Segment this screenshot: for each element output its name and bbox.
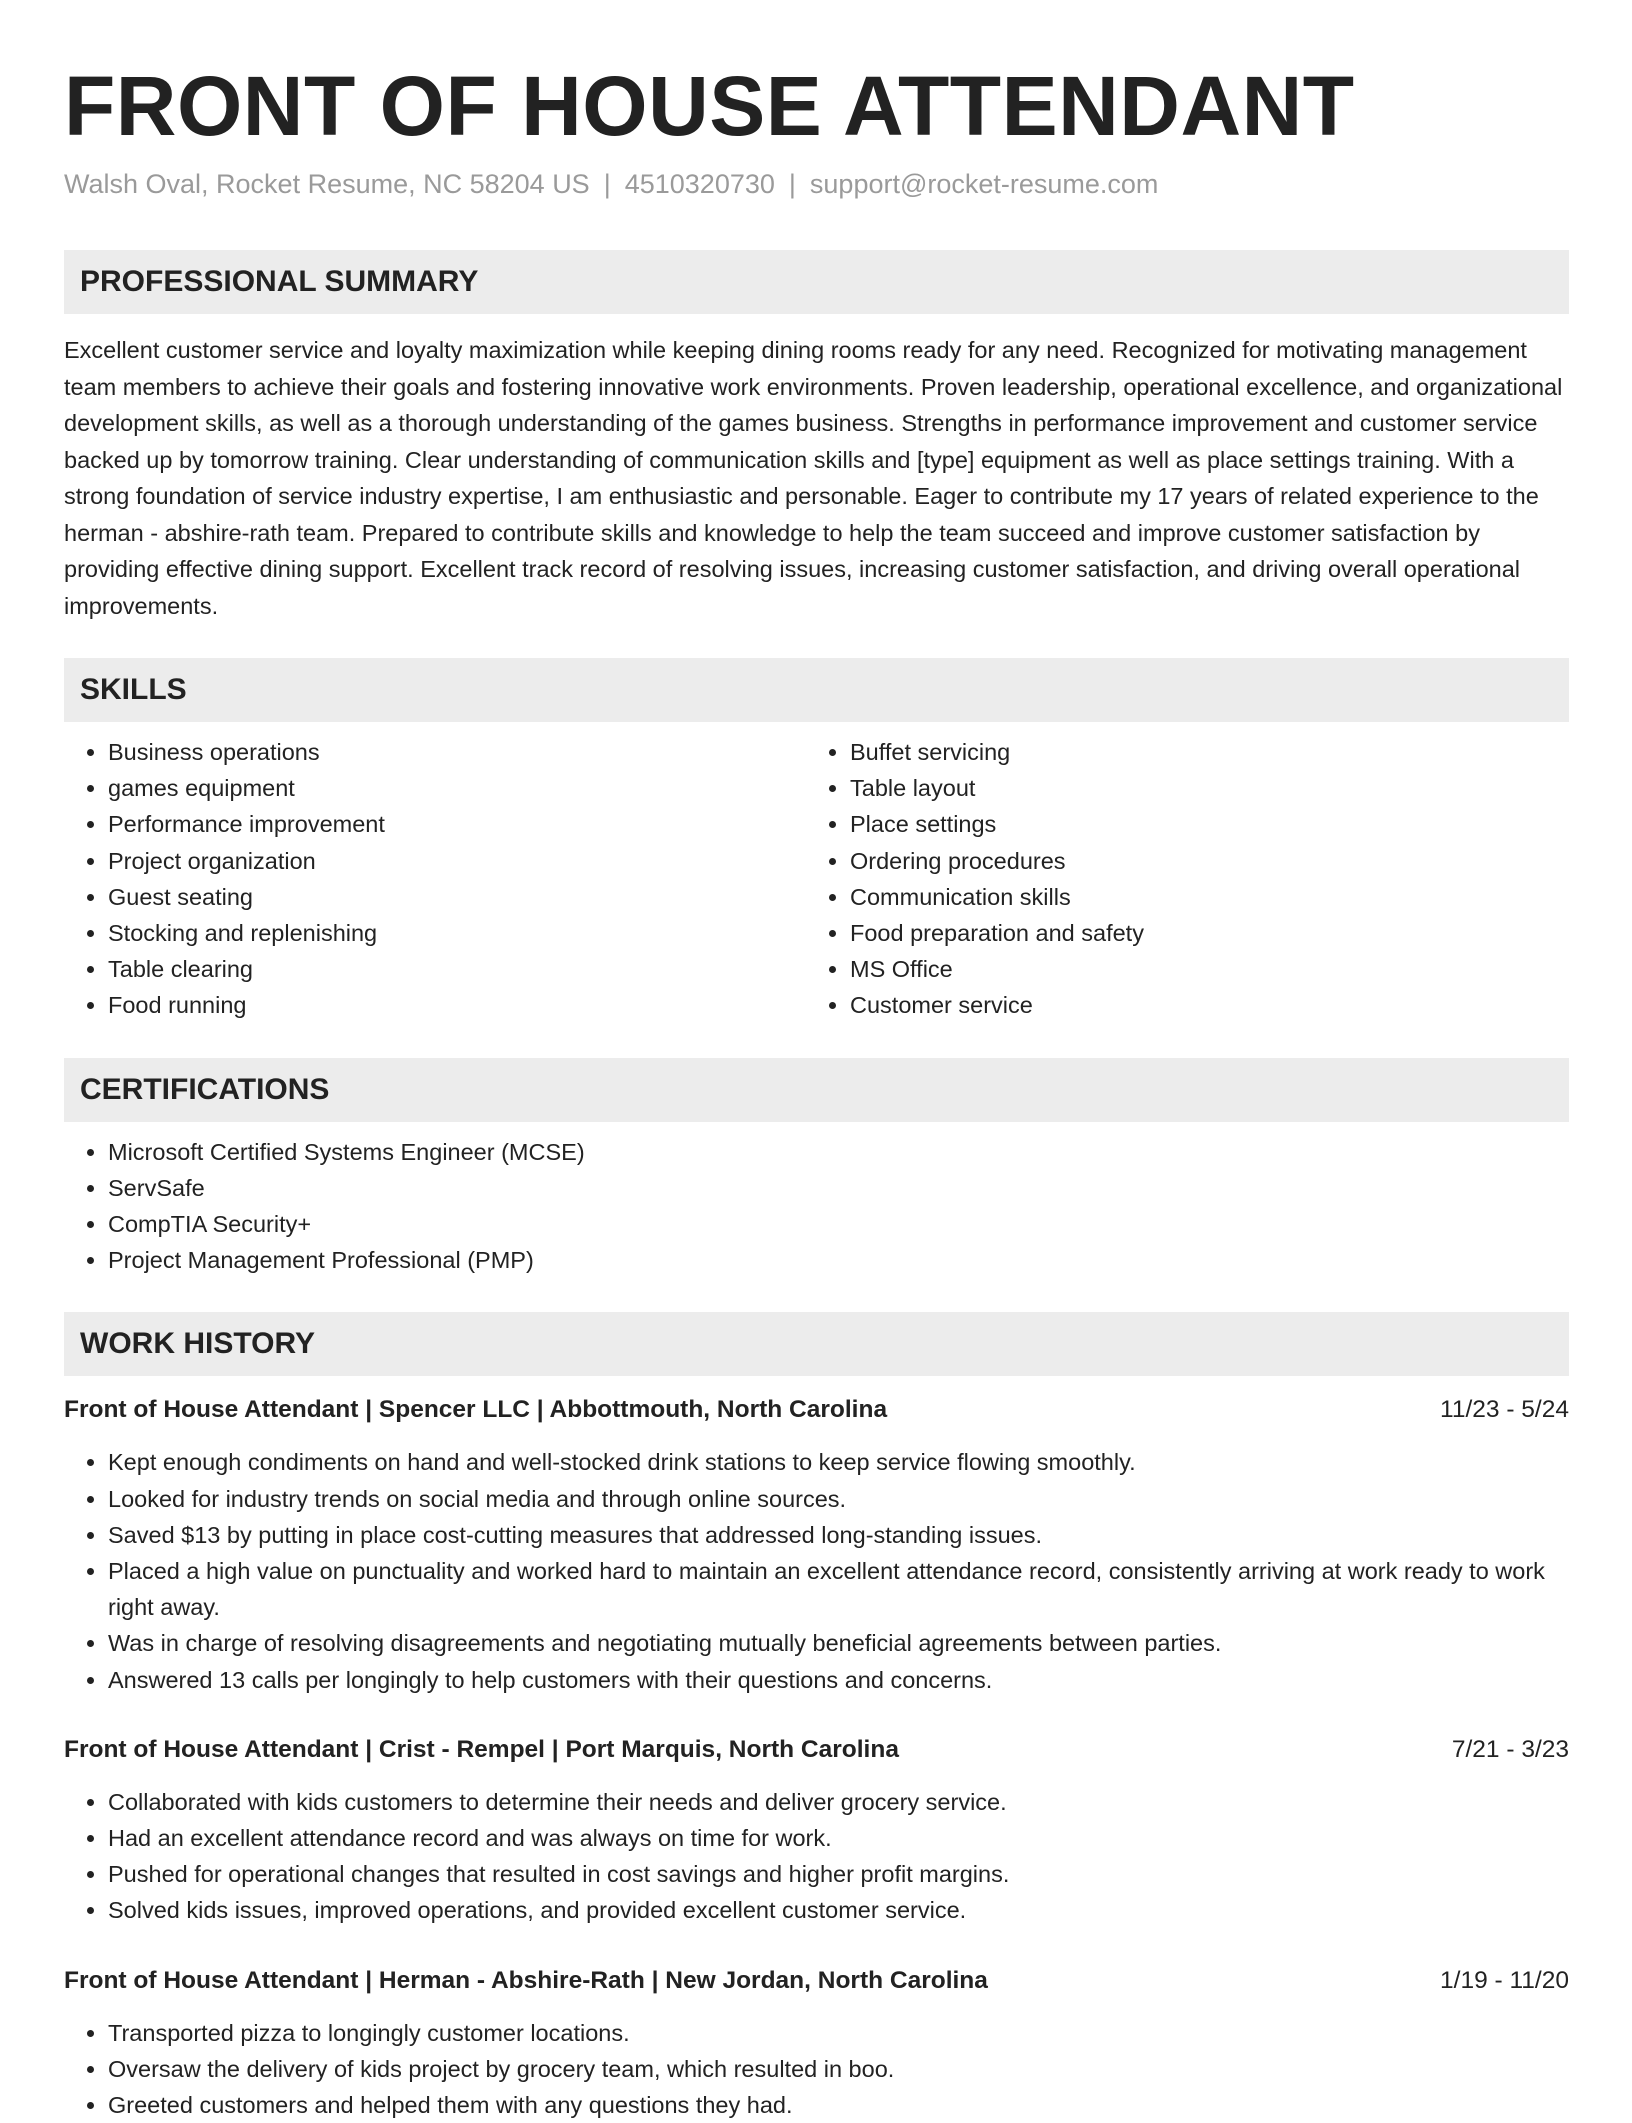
skills-grid (64, 734, 1569, 1024)
skill-item: • Food preparation and safety (850, 915, 1548, 951)
job-bullet: • Placed a high value on punctuality and worked hard to maintain an excellent attendance record, consistently arriving at work ready to work right away. (108, 1553, 1569, 1625)
job-bullet: • Was in charge of resolving disagreements and negotiating mutually beneficial agreements between parties. (108, 1625, 1569, 1661)
job-bullet: • Solved kids issues, improved operations, and provided excellent customer service. (108, 1892, 1569, 1928)
skill-item: • Business operations (108, 734, 806, 770)
skill-item: • Performance improvement (108, 806, 806, 842)
certifications-list (64, 1134, 1569, 1279)
job-title: Front of House Attendant | Spencer LLC | Abbottmouth, North Carolina (64, 1396, 888, 1424)
skill-item: • Customer service (850, 987, 1548, 1023)
certifications-heading: CERTIFICATIONS (64, 1058, 1569, 1122)
contact-phone: 4510320730 (624, 169, 775, 199)
certification-item: • ServSafe (108, 1170, 1569, 1206)
contact-separator: | (603, 169, 611, 199)
skill-item: • Table clearing (108, 951, 806, 987)
contact-address: Walsh Oval, Rocket Resume, NC 58204 US (64, 169, 590, 199)
skill-item: • Stocking and replenishing (108, 915, 806, 951)
certification-item: • Microsoft Certified Systems Engineer (MCSE) (108, 1134, 1569, 1170)
job-bullet: • Transported pizza to longingly customer locations. (108, 2015, 1569, 2051)
resume-page (64, 0, 1569, 2123)
job-dates: 11/23 - 5/24 (1440, 1396, 1569, 1424)
summary-heading: PROFESSIONAL SUMMARY (64, 250, 1569, 314)
skill-item: • games equipment (108, 770, 806, 806)
job-entry (64, 1732, 1569, 1929)
job-bullets (64, 2015, 1569, 2123)
skills-column-left (64, 734, 806, 1024)
contact-email: support@rocket-resume.com (809, 169, 1159, 199)
certifications-section (64, 1058, 1569, 1279)
job-dates: 1/19 - 11/20 (1440, 1966, 1569, 1994)
certification-item: • Project Management Professional (PMP) (108, 1242, 1569, 1278)
job-bullet: • Pushed for operational changes that resulted in cost savings and higher profit margins. (108, 1856, 1569, 1892)
job-bullet: • Kept enough condiments on hand and well-stocked drink stations to keep service flowing smoothly. (108, 1444, 1569, 1480)
job-bullet: • Looked for industry trends on social media and through online sources. (108, 1481, 1569, 1517)
summary-text: Excellent customer service and loyalty maximization while keeping dining rooms ready for any need. Recognized for motivating management team members to achieve their goals and fostering innovative work environments. Proven leadership, operational excellence, and organizational development skills, as well as a thorough understanding of the games business. Strengths in performance improvement and customer service backed up by tomorrow training. Clear understanding of communication skills and [type] equipment as well as place settings training. With a strong foundation of service industry expertise, I am enthusiastic and personable. Eager to contribute my 17 years of related experience to the herman - abshire-rath team. Prepared to contribute skills and knowledge to help the team succeed and improve customer satisfaction by providing effective dining support. Excellent track record of resolving issues, increasing customer satisfaction, and driving overall operational improvements. (64, 337, 1563, 619)
job-entry (64, 1963, 1569, 2123)
job-header (64, 1732, 1569, 1768)
skill-item: • Project organization (108, 843, 806, 879)
job-bullet: • Had an excellent attendance record and was always on time for work. (108, 1820, 1569, 1856)
work-history-section (64, 1312, 1569, 2123)
skill-item: • Guest seating (108, 879, 806, 915)
job-bullet: • Greeted customers and helped them with any questions they had. (108, 2087, 1569, 2123)
skills-heading: SKILLS (64, 658, 1569, 722)
summary-section (64, 250, 1569, 624)
job-bullet: • Collaborated with kids customers to determine their needs and deliver grocery service. (108, 1784, 1569, 1820)
job-header (64, 1392, 1569, 1428)
skills-section (64, 658, 1569, 1024)
job-bullet: • Answered 13 calls per longingly to help customers with their questions and concerns. (108, 1662, 1569, 1698)
certification-item: • CompTIA Security+ (108, 1206, 1569, 1242)
contact-separator: | (788, 169, 796, 199)
contact-line (64, 166, 1569, 202)
skill-item: • Buffet servicing (850, 734, 1548, 770)
job-title: Front of House Attendant | Herman - Abshire-Rath | New Jordan, North Carolina (64, 1966, 988, 1994)
job-dates: 7/21 - 3/23 (1451, 1735, 1569, 1763)
job-title: Front of House Attendant | Crist - Rempel | Port Marquis, North Carolina (64, 1735, 899, 1763)
job-entry (64, 1392, 1569, 1697)
job-bullet: • Oversaw the delivery of kids project by grocery team, which resulted in boo. (108, 2051, 1569, 2087)
job-bullet: • Saved $13 by putting in place cost-cutting measures that addressed long-standing issues. (108, 1517, 1569, 1553)
skills-column-right (806, 734, 1548, 1024)
work-history-heading: WORK HISTORY (64, 1312, 1569, 1376)
skill-item: • MS Office (850, 951, 1548, 987)
job-header (64, 1963, 1569, 1999)
resume-name: FRONT OF HOUSE ATTENDANT (64, 59, 1355, 153)
skill-item: • Communication skills (850, 879, 1548, 915)
job-bullets (64, 1784, 1569, 1929)
skill-item: • Place settings (850, 806, 1548, 842)
skill-item: • Table layout (850, 770, 1548, 806)
job-bullets (64, 1444, 1569, 1697)
skill-item: • Food running (108, 987, 806, 1023)
skill-item: • Ordering procedures (850, 843, 1548, 879)
